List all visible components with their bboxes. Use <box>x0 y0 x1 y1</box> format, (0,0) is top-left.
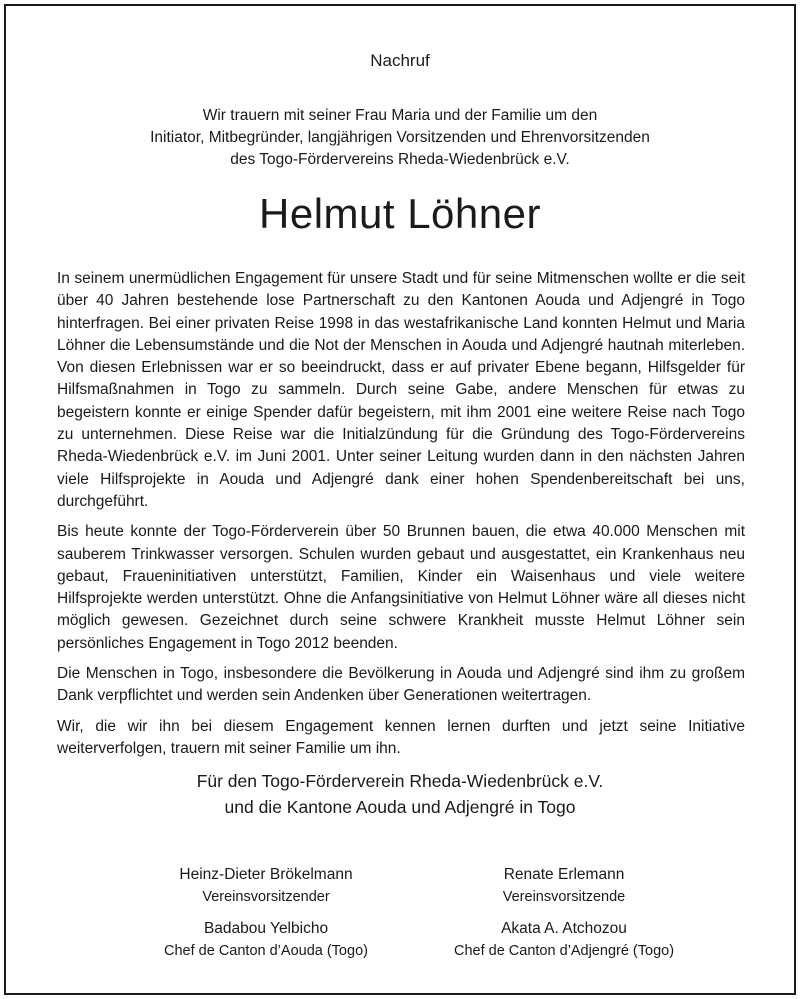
intro-line: Initiator, Mitbegründer, langjährigen Vorsitzenden und Ehrenvorsitzenden <box>150 129 650 146</box>
signatory-1 <box>106 864 426 908</box>
signatory-role: Vereinsvorsitzende <box>502 889 626 905</box>
signatory-name: Heinz-Dieter Brökelmann <box>179 866 353 883</box>
deceased-name: Helmut Löhner <box>259 190 541 237</box>
signatory-name: Badabou Yelbicho <box>203 920 329 937</box>
intro-text <box>0 105 800 171</box>
signatory-3 <box>106 918 426 962</box>
obituary-body <box>57 268 745 768</box>
intro-line: des Togo-Fördervereins Rheda-Wiedenbrück e.V. <box>230 151 570 168</box>
intro-line: Wir trauern mit seiner Frau Maria und der Familie um den <box>202 107 598 124</box>
body-paragraph: Bis heute konnte der Togo-Förderverein über 50 Brunnen bauen, die etwa 40.000 Menschen mit sauberem Trinkwasser versorgen. Schulen wurden gebaut und ausgestattet, ein Krankenhaus neu gebaut, Fraueninitiativen unterstützt, Familien, Kinder ein Waisenhaus und viele weitere Hilfsprojekte werden unterstützt. Ohne die Anfangsinitiative von Helmut Löhner wäre all dieses nicht möglich gewesen. Gezeichnet durch seine schwere Krankheit musste Helmut Löhner sein persönliches Engagement in Togo 2012 beenden. <box>57 523 745 652</box>
signatory-2 <box>404 864 724 908</box>
signatory-role: Vereinsvorsitzender <box>202 889 330 905</box>
signatory-name: Akata A. Atchozou <box>501 920 627 937</box>
body-paragraph: In seinem unermüdlichen Engagement für unsere Stadt und für seine Mitmenschen wollte er die seit über 40 Jahren bestehende lose Partnerschaft zu den Kantonen Aouda und Adjengré in Togo hinterfragen. Bei einer privaten Reise 1998 in das westafrikanische Land konnten Helmut und Maria Löhner die Lebensumstände und die Not der Menschen in Aouda und Adjengré hautnah miterleben. Von diesen Erlebnissen war er so beeindruckt, dass er auf privater Ebene begann, Hilfsgelder für Hilfsmaßnahmen in Togo zu sammeln. Durch seine Gabe, andere Menschen für etwas zu begeistern konnte er einige Spender dafür begeistern, mit ihm 2001 eine weitere Reise nach Togo zu unternehmen. Diese Reise war die Initialzündung für die Gründung des Togo-Fördervereins Rheda-Wiedenbrück e.V. im Juni 2001. Unter seiner Leitung wurden dann in den nächsten Jahren viele Hilfsprojekte in Aouda und Adjengré dank einer hohen Spendenbereitschaft bei uns, durchgeführt. <box>57 270 745 510</box>
obituary-heading: Nachruf <box>370 51 430 70</box>
body-paragraph: Die Menschen in Togo, insbesondere die Bevölkerung in Aouda und Adjengré sind ihm zu großem Dank verpflichtet und werden sein Andenken über Generationen weitertragen. <box>57 665 745 705</box>
signatory-role: Chef de Canton d’Aouda (Togo) <box>164 943 368 959</box>
signatory-role: Chef de Canton d’Adjengré (Togo) <box>453 943 675 959</box>
signatory-name: Renate Erlemann <box>503 866 625 883</box>
closing-line: und die Kantone Aouda und Adjengré in Togo <box>224 797 576 817</box>
closing-organization <box>0 768 800 820</box>
body-paragraph: Wir, die wir ihn bei diesem Engagement kennen lernen durften und jetzt seine Initiative weiterverfolgen, trauern mit seiner Familie um ihn. <box>57 717 745 757</box>
signatory-4 <box>404 918 724 962</box>
closing-line: Für den Togo-Förderverein Rheda-Wiedenbrück e.V. <box>196 771 604 791</box>
